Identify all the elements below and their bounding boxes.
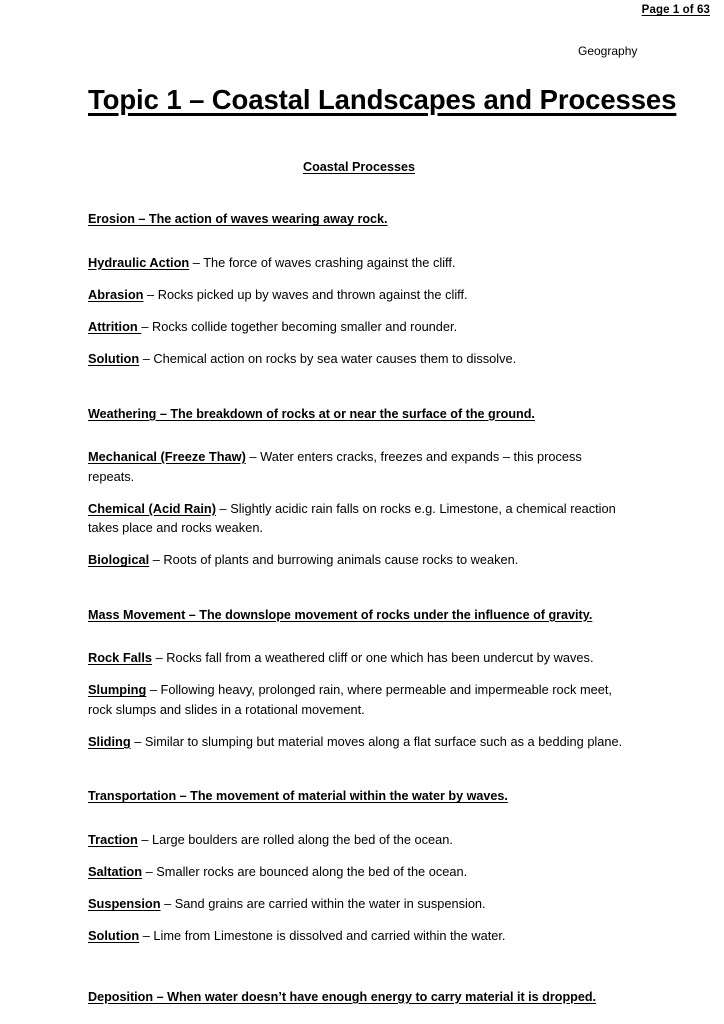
definition-term: Rock Falls [88, 650, 153, 666]
content-section [88, 210, 630, 368]
definition-entry [88, 830, 630, 849]
definition-description: – Roots of plants and burrowing animals cause rocks to weaken. [149, 552, 519, 568]
definition-term: Attrition [88, 319, 142, 335]
content-section [88, 787, 630, 945]
content-section [88, 606, 630, 752]
closing-statement: Deposition – When water doesn’t have enough energy to carry material it is dropped. [88, 989, 597, 1004]
section-heading: Transportation – The movement of material within the water by waves. [88, 789, 508, 804]
definition-description: – Sand grains are carried within the water in suspension. [160, 896, 486, 912]
definition-entry [88, 317, 630, 336]
page-title: Topic 1 – Coastal Landscapes and Processes [88, 84, 677, 115]
definition-term: Saltation [88, 863, 143, 879]
definition-description: – The force of waves crashing against the cliff. [189, 254, 456, 270]
page-number-header: Page 1 of 63 [641, 4, 710, 16]
definition-entry [88, 550, 630, 569]
definition-description: – Slightly acidic rain falls on rocks e.g. Limestone, a chemical reaction takes place and rocks weaken. [88, 500, 616, 536]
section-heading: Weathering – The breakdown of rocks at or near the surface of the ground. [88, 406, 535, 421]
definition-entry [88, 648, 630, 667]
definition-term: Solution [88, 928, 140, 944]
definition-entry [88, 447, 630, 486]
definition-term: Slumping [88, 682, 147, 698]
definition-entry [88, 499, 630, 538]
definition-description: – Large boulders are rolled along the bed of the ocean. [137, 831, 453, 847]
content-section [88, 405, 630, 570]
section-heading: Erosion – The action of waves wearing away rock. [88, 212, 388, 227]
definition-entry [88, 862, 630, 881]
definition-entry [88, 894, 630, 913]
definition-entry [88, 285, 630, 304]
document-subtitle: Coastal Processes [302, 160, 415, 175]
definition-term: Abrasion [88, 286, 144, 302]
definition-entry [88, 732, 630, 751]
definition-term: Solution [88, 351, 140, 367]
definition-term: Sliding [88, 734, 131, 750]
definition-entry [88, 680, 630, 719]
definition-entry [88, 926, 630, 945]
document-body [88, 84, 677, 1006]
definition-term: Biological [88, 552, 150, 568]
definition-description: – Rocks picked up by waves and thrown against the cliff. [143, 286, 468, 302]
definition-entry [88, 253, 630, 272]
sections-container [88, 210, 630, 945]
definition-entry [88, 349, 630, 368]
definition-term: Mechanical (Freeze Thaw) [88, 449, 246, 465]
definition-term: Suspension [88, 896, 161, 912]
definition-description: – Rocks collide together becoming smaller and rounder. [141, 319, 458, 335]
definition-term: Chemical (Acid Rain) [88, 500, 216, 516]
definition-description: – Similar to slumping but material moves along a flat surface such as a bedding plane. [130, 734, 623, 750]
definition-description: – Rocks fall from a weathered cliff or one which has been undercut by waves. [152, 650, 594, 666]
definition-description: – Lime from Limestone is dissolved and carried within the water. [139, 928, 506, 944]
definition-description: – Smaller rocks are bounced along the bed of the ocean. [142, 863, 468, 879]
definition-description: – Following heavy, prolonged rain, where permeable and impermeable rock meet, rock slumps and slides in a rotational movement. [88, 682, 612, 717]
subject-label: Geography [578, 44, 638, 58]
definition-description: – Water enters cracks, freezes and expands – this process repeats. [88, 449, 582, 484]
definition-description: – Chemical action on rocks by sea water causes them to dissolve. [139, 351, 517, 367]
section-heading: Mass Movement – The downslope movement of rocks under the influence of gravity. [88, 607, 593, 622]
definition-term: Hydraulic Action [88, 254, 190, 270]
definition-term: Traction [88, 831, 138, 847]
